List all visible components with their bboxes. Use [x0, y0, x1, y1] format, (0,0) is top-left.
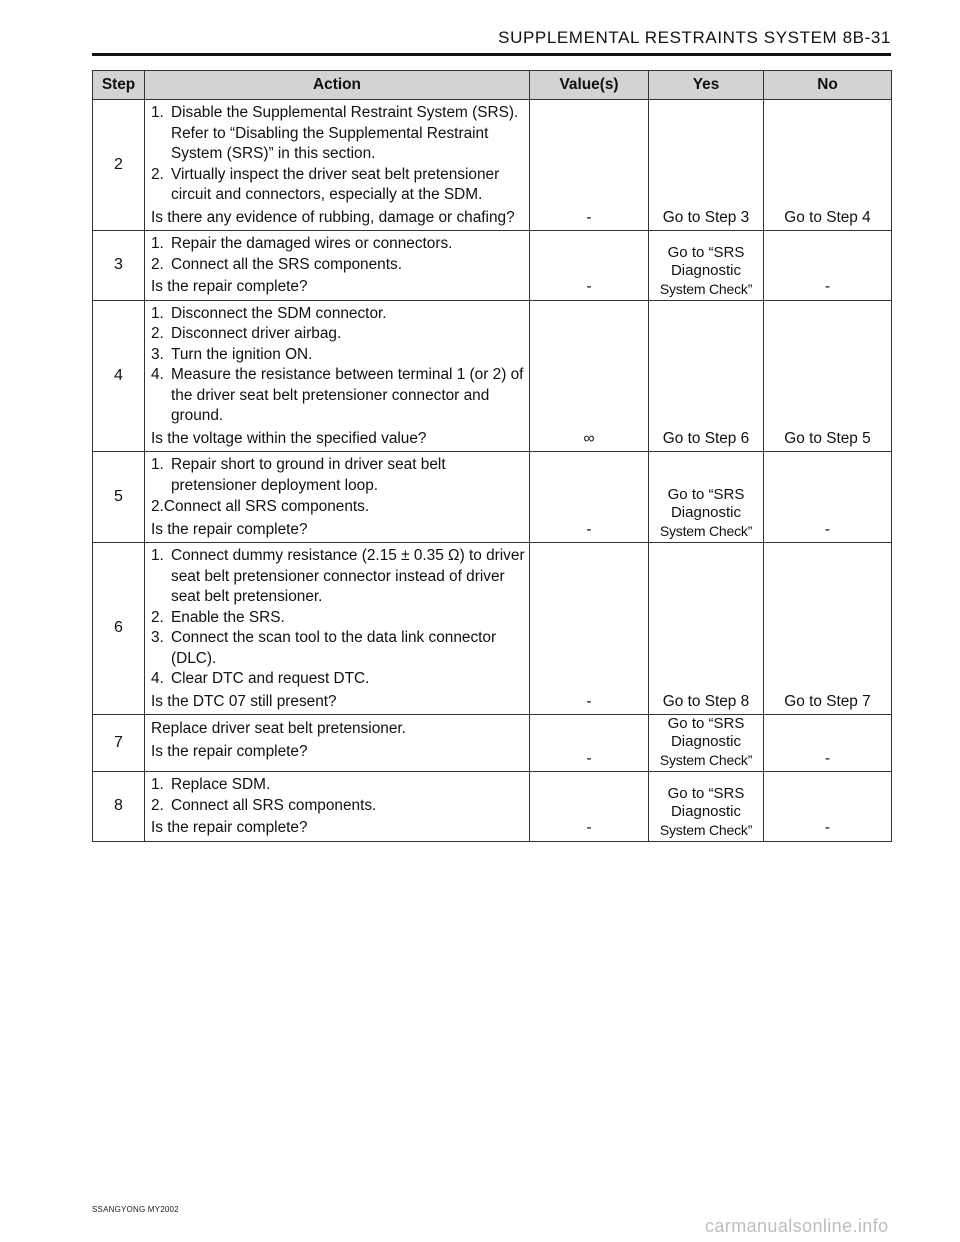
action-question: Is the repair complete? [151, 520, 308, 538]
step-number: 4 [93, 300, 145, 452]
action-item-text: Disconnect the SDM connector. [171, 304, 387, 322]
yes-line: Diagnostic [670, 733, 742, 750]
yes-line: Go to Step 3 [662, 208, 750, 226]
action-item-number: 2. [151, 325, 164, 342]
action-item-text: Clear DTC and request DTC. [171, 670, 370, 687]
no-cell: - [764, 452, 892, 543]
action-item-text: Disconnect driver airbag. [171, 325, 342, 342]
header-rule [92, 53, 891, 56]
action-cell [145, 452, 530, 543]
action-item-text: Connect the scan tool to the data link connector (DLC). [171, 629, 497, 667]
step-number: 3 [93, 231, 145, 301]
yes-line: Go to “SRS [667, 784, 745, 802]
watermark: carmanualsonline.info [705, 1216, 889, 1236]
table-row [93, 231, 892, 301]
action-item [151, 103, 525, 165]
table-row [93, 715, 892, 772]
no-cell: - [764, 231, 892, 301]
action-item-number: 1. [151, 104, 164, 121]
no-cell: - [764, 772, 892, 842]
action-cell [145, 300, 530, 452]
action-cell [145, 715, 530, 772]
action-item-number: 1. [151, 547, 164, 564]
action-item-number: 2. [151, 165, 164, 183]
action-question: Is there any evidence of rubbing, damage or chafing? [151, 208, 515, 226]
yes-cell [649, 452, 764, 543]
action-cell [145, 100, 530, 231]
step-number: 6 [93, 543, 145, 715]
no-cell: Go to Step 7 [764, 543, 892, 715]
action-item-number: 4. [151, 366, 164, 383]
action-item-number: 1. [151, 776, 164, 793]
action-item [151, 775, 525, 796]
value-cell: ∞ [530, 300, 649, 452]
action-item-number: 1. [151, 304, 164, 322]
action-item [151, 365, 525, 427]
action-item-text: Connect all the SRS components. [171, 255, 402, 273]
action-item-number: 2. [151, 796, 164, 814]
action-item-number: 4. [151, 670, 164, 687]
yes-line: Diagnostic [670, 504, 742, 521]
yes-cell [649, 772, 764, 842]
action-item-number: 1. [151, 235, 164, 252]
no-cell: Go to Step 4 [764, 100, 892, 231]
step-number: 2 [93, 100, 145, 231]
action-item-text: Turn the ignition ON. [171, 345, 313, 363]
action-item [151, 455, 525, 496]
step-number: 7 [93, 715, 145, 772]
column-header-yes: Yes [649, 71, 764, 100]
table-row [93, 543, 892, 715]
yes-line: System Check” [659, 280, 753, 297]
footer-text: SSANGYONG MY2002 [92, 1205, 179, 1214]
action-item-number: 2. [151, 608, 164, 626]
yes-cell [649, 100, 764, 231]
yes-line: Go to Step 6 [662, 429, 750, 447]
action-item-text: Replace SDM. [171, 776, 271, 793]
yes-line: Go to Step 8 [662, 692, 750, 710]
action-item-number: 2. [151, 255, 164, 273]
action-cell [145, 543, 530, 715]
action-item-text: Connect all SRS components. [171, 796, 377, 814]
step-number: 5 [93, 452, 145, 543]
action-item [151, 324, 525, 345]
action-cell [145, 772, 530, 842]
yes-cell [649, 300, 764, 452]
yes-line: Go to “SRS [667, 715, 745, 732]
yes-cell [649, 543, 764, 715]
action-question: Is the repair complete? [151, 819, 308, 836]
table-body [93, 100, 892, 842]
table-row [93, 300, 892, 452]
action-item [151, 255, 525, 276]
action-item [151, 345, 525, 366]
diagnostic-table [92, 70, 892, 842]
action-item [151, 669, 525, 690]
action-item-number: 3. [151, 629, 164, 646]
action-question: Is the repair complete? [151, 742, 308, 760]
action-item-text: Connect dummy resistance (2.15 ± 0.35 Ω) to driver seat belt pretensioner connector instead of driver seat belt pretensioner. [171, 547, 525, 605]
yes-line: System Check” [659, 821, 753, 838]
action-item [151, 628, 525, 669]
action-item [151, 234, 525, 255]
action-item [151, 165, 525, 206]
yes-line: Diagnostic [670, 802, 742, 820]
yes-cell [649, 231, 764, 301]
value-cell: - [530, 452, 649, 543]
table-row [93, 100, 892, 231]
table-header-row [93, 71, 892, 100]
action-item-number: 3. [151, 345, 164, 363]
action-item [151, 304, 525, 325]
action-item-text: Replace driver seat belt pretensioner. [151, 720, 406, 737]
yes-line: Diagnostic [670, 261, 742, 279]
yes-line: Go to “SRS [667, 486, 745, 503]
no-cell: - [764, 715, 892, 772]
action-cell [145, 231, 530, 301]
action-item-text: Repair the damaged wires or connectors. [171, 235, 453, 252]
column-header-action: Action [145, 71, 530, 100]
yes-cell [649, 715, 764, 772]
action-item [151, 608, 525, 629]
action-item-number: 1. [151, 456, 164, 473]
step-number: 8 [93, 772, 145, 842]
action-question: Is the voltage within the specified value? [151, 429, 427, 447]
yes-line: System Check” [659, 523, 753, 539]
action-item [151, 796, 525, 817]
action-item-text: Repair short to ground in driver seat belt pretensioner deployment loop. [171, 456, 446, 494]
value-cell: - [530, 231, 649, 301]
column-header-no: No [764, 71, 892, 100]
table-row [93, 452, 892, 543]
action-item-text: Measure the resistance between terminal 1 (or 2) of the driver seat belt pretensioner connector and ground. [171, 366, 524, 424]
table-row [93, 772, 892, 842]
column-header-values: Value(s) [530, 71, 649, 100]
action-item-text: Enable the SRS. [171, 608, 285, 626]
action-item-text: Virtually inspect the driver seat belt pretensioner circuit and connectors, especially at the SDM. [171, 165, 500, 203]
value-cell: - [530, 715, 649, 772]
action-question: Is the repair complete? [151, 278, 308, 295]
action-question: Is the DTC 07 still present? [151, 692, 337, 710]
value-cell: - [530, 100, 649, 231]
page-header: SUPPLEMENTAL RESTRAINTS SYSTEM 8B-31 [498, 28, 891, 47]
value-cell: - [530, 772, 649, 842]
action-item [151, 546, 525, 608]
action-item-text: 2.Connect all SRS components. [151, 498, 370, 515]
column-header-step: Step [93, 71, 145, 100]
no-cell: Go to Step 5 [764, 300, 892, 452]
action-item-text: Disable the Supplemental Restraint System (SRS). Refer to “Disabling the Supplemental Restraint System (SRS)” in this section. [171, 104, 519, 162]
yes-line: Go to “SRS [667, 243, 745, 261]
value-cell: - [530, 543, 649, 715]
yes-line: System Check” [659, 752, 753, 768]
